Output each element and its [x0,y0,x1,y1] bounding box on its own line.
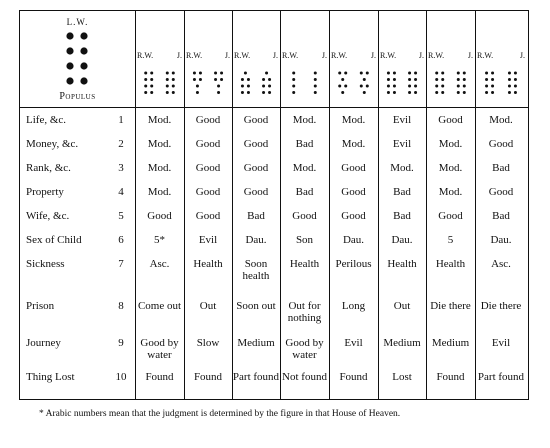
figure-dot [262,78,265,81]
figure-dot [457,72,460,75]
figure-dot [366,85,369,88]
table-cell: Good [488,186,514,198]
table-cell: Mod. [292,114,317,126]
right-witness-label: R.W. [186,51,203,60]
table-cell: Mod. [147,138,172,150]
geomantic-figure-pair [184,69,232,97]
table-cell: Mod. [438,138,463,150]
row-label: Money, &c. [26,138,79,150]
column-header [426,11,475,107]
table-cell: Good [341,162,366,174]
figure-dot [393,78,396,81]
table-cell: Found [145,371,174,383]
judge-label: J. [321,51,327,60]
geomantic-figure-pair [426,69,475,97]
table-cell: Good [243,186,269,198]
figure-dot [508,85,511,88]
house-number: 10 [115,371,127,383]
figure-dot [463,78,466,81]
figure-dot [408,91,411,94]
witness-labels [380,51,424,60]
figure-dot [241,91,244,94]
row-label: Wife, &c. [26,210,70,222]
table-cell: Perilous [335,258,372,270]
figure-dot [387,91,390,94]
table-cell: Out [393,300,411,312]
figure-dot [441,85,444,88]
table-cell: Bad [295,186,314,198]
table-cell: Good by water [285,337,324,361]
corner-cell [20,11,135,107]
figure-dot [144,72,147,75]
table-cell: Good [243,114,269,126]
row-label: Life, &c. [26,114,67,126]
figure-dot [457,91,460,94]
table-cell: Evil [491,337,511,349]
figure-dot [463,85,466,88]
figure-dot [341,91,344,94]
table-cell: Evil [198,234,218,246]
witness-labels [234,51,278,60]
witness-labels [137,51,182,60]
table-cell: Soon health [242,258,270,282]
figure-dot [508,72,511,75]
geomantic-figure-pair [232,69,280,97]
table-cell: 5 [447,234,454,246]
figure-dot [144,85,147,88]
figure-dot [268,91,271,94]
house-number: 1 [118,114,124,126]
header-divider [20,107,528,108]
table-cell: Out for nothing [287,300,322,324]
figure-dot [199,78,202,81]
figure-dot [314,85,317,88]
figure-dot [244,72,247,75]
table-cell: Good [488,138,514,150]
figure-dot [491,91,494,94]
figure-dot [408,78,411,81]
table-cell: Not found [282,371,327,383]
column-header [184,11,232,107]
table-cell: Good [243,162,269,174]
witness-labels [186,51,230,60]
right-witness-label: R.W. [137,51,154,60]
witness-labels [477,51,525,60]
figure-dot [508,78,511,81]
table-cell: Mod. [147,186,172,198]
figure-dot [414,91,417,94]
table-cell: Dau. [391,234,413,246]
figure-dot [292,72,295,75]
geomantic-figure-pair [475,69,527,97]
figure-dot [292,78,295,81]
judge-label: J. [519,51,525,60]
table-cell: Mod. [438,186,463,198]
table-cell: Son [295,234,314,246]
figure-dot [508,91,511,94]
figure-dot [344,85,347,88]
table-cell: Good [341,186,366,198]
house-number: 8 [118,300,124,312]
figure-dot [485,72,488,75]
column-header [135,11,184,107]
table-cell: Bad [393,210,411,222]
table-cell: Found [436,371,465,383]
figure-dot [363,78,366,81]
table-cell: Medium [383,337,421,349]
figure-dot [393,91,396,94]
table-cell: Mod. [390,162,414,174]
judge-label: J. [224,51,230,60]
judge-label: J. [272,51,278,60]
table-cell: Good [195,162,221,174]
table-cell: Good [147,210,172,222]
figure-dot [172,91,175,94]
figure-dot [491,78,494,81]
figure-dot [193,72,196,75]
table-cell: Dau. [490,234,512,246]
figure-dot [214,78,217,81]
figure-dot [441,72,444,75]
corner-bottom-label: Populus [59,91,96,102]
figure-dot [144,78,147,81]
table-cell: Good [195,210,221,222]
table-cell: Good [438,210,463,222]
row-label: Sickness [26,258,65,270]
witness-labels [428,51,473,60]
judge-label: J. [176,51,182,60]
figure-dot [241,78,244,81]
table-cell: Bad [247,210,265,222]
figure-dot [514,72,517,75]
figure-dot [314,91,317,94]
table-cell: Good [195,186,221,198]
table-cell: Lost [392,371,412,383]
judge-label: J. [370,51,376,60]
figure-dot [196,91,199,94]
figure-dot [241,85,244,88]
figure-dot [457,78,460,81]
table-cell: Asc. [149,258,170,270]
geomantic-figure-pair [135,69,184,97]
figure-dot [262,85,265,88]
figure-dot [220,78,223,81]
figure-dot [514,78,517,81]
populus-figure [64,29,90,89]
table-cell: Good [292,210,317,222]
figure-dot [314,78,317,81]
table-cell: Health [193,258,223,270]
figure-dot [150,78,153,81]
figure-dot [441,78,444,81]
right-witness-label: R.W. [282,51,299,60]
figure-dot [338,85,341,88]
table-cell: Health [435,258,466,270]
figure-dot [268,78,271,81]
figure-dot [514,85,517,88]
figure-dot [166,91,169,94]
row-label: Prison [26,300,55,312]
table-cell: 5* [154,234,165,246]
figure-dot [435,72,438,75]
right-witness-label: R.W. [331,51,348,60]
figure-dot [247,78,250,81]
table-cell: Mod. [147,114,172,126]
figure-dot [341,78,344,81]
house-number: 9 [118,337,124,349]
figure-dot [292,85,295,88]
table-cell: Found [193,371,223,383]
column-header [475,11,527,107]
column-header [232,11,280,107]
table-cell: Die there [480,300,522,312]
table-cell: Evil [392,114,412,126]
row-label: Rank, &c. [26,162,71,174]
table-cell: Mod. [341,138,366,150]
table-cell: Good [195,114,221,126]
right-witness-label: R.W. [380,51,397,60]
witness-labels [331,51,376,60]
row-label: Property [26,186,64,198]
figure-dot [265,72,268,75]
figure-dot [393,85,396,88]
column-header [280,11,329,107]
table-cell: Long [341,300,366,312]
table-cell: Good by water [140,337,179,361]
table-cell: Medium [431,337,470,349]
figure-dot [408,85,411,88]
figure-dot [217,91,220,94]
figure-dot [457,85,460,88]
table-cell: Health [387,258,417,270]
figure-dot [150,72,153,75]
figure-dot [485,78,488,81]
figure-dot [360,85,363,88]
figure-dot [485,85,488,88]
column-header [378,11,426,107]
table-cell: Come out [137,300,182,312]
table-cell: Mod. [292,162,317,174]
figure-dot [172,78,175,81]
witness-labels [282,51,327,60]
table-cell: Die there [430,300,471,312]
house-number: 6 [118,234,124,246]
table-cell: Bad [393,186,411,198]
table-cell: Found [339,371,368,383]
house-number: 4 [118,186,124,198]
figure-dot [268,85,271,88]
figure-dot [491,72,494,75]
figure-dot [387,85,390,88]
judge-label: J. [467,51,473,60]
table-cell: Evil [344,337,363,349]
table-cell: Good [341,210,366,222]
figure-dot [363,91,366,94]
figure-dot [387,72,390,75]
table-cell: Slow [196,337,220,349]
table-cell: Part found [232,371,280,383]
table-cell: Medium [237,337,275,349]
table-cell: Bad [492,162,510,174]
figure-dot [414,85,417,88]
figure-dot [514,91,517,94]
table-cell: Health [289,258,320,270]
judge-label: J. [418,51,424,60]
figure-dot [262,91,265,94]
figure-dot [314,72,317,75]
figure-dot [144,91,147,94]
table-cell: Out [199,300,217,312]
table-cell: Bad [492,210,510,222]
figure-dot [193,78,196,81]
row-label: Sex of Child [26,234,82,246]
figure-dot [247,85,250,88]
geomantic-figure-pair [378,69,426,97]
figure-dot [214,72,217,75]
geomantic-figure-pair [329,69,378,97]
figure-dot [220,72,223,75]
figure-dot [393,72,396,75]
figure-dot [463,91,466,94]
table-cell: Asc. [491,258,511,270]
table-cell: Bad [295,138,314,150]
corner-top-label: L.W. [66,17,89,27]
figure-dot [485,91,488,94]
figure-dot [196,85,199,88]
figure-dot [441,91,444,94]
table-cell: Mod. [341,114,366,126]
figure-dot [166,85,169,88]
house-number: 5 [118,210,124,222]
figure-dot [166,78,169,81]
row-label: Thing Lost [26,371,75,383]
right-witness-label: R.W. [428,51,445,60]
figure-dot [338,72,341,75]
figure-dot [150,91,153,94]
figure-dot [247,91,250,94]
table-cell: Good [243,138,269,150]
house-number: 3 [118,162,124,174]
table-cell: Mod. [438,162,463,174]
figure-dot [491,85,494,88]
table-cell: Dau. [245,234,267,246]
figure-dot [344,72,347,75]
table-cell: Evil [392,138,412,150]
figure-dot [360,72,363,75]
figure-dot [414,72,417,75]
figure-dot [292,91,295,94]
figure-dot [172,85,175,88]
footnote: * Arabic numbers mean that the judgment is determined by the figure in that House of Heaven. [39,409,401,419]
figure-dot [408,72,411,75]
row-label: Journey [26,337,61,349]
figure-dot [414,78,417,81]
figure-dot [150,85,153,88]
table-cell: Mod. [489,114,513,126]
table-cell: Part found [477,371,525,383]
table-cell: Good [195,138,221,150]
figure-dot [172,72,175,75]
column-header [329,11,378,107]
figure-dot [166,72,169,75]
figure-dot [463,72,466,75]
figure-dot [366,72,369,75]
geomancy-judgment-table [19,10,529,400]
right-witness-label: R.W. [234,51,251,60]
figure-dot [435,91,438,94]
house-number: 2 [118,138,124,150]
figure-dot [435,78,438,81]
house-number: 7 [118,258,124,270]
table-cell: Good [438,114,463,126]
table-cell: Dau. [342,234,365,246]
figure-dot [387,78,390,81]
figure-dot [435,85,438,88]
figure-dot [199,72,202,75]
figure-dot [217,85,220,88]
right-witness-label: R.W. [477,51,494,60]
geomantic-figure-pair [280,69,329,97]
table-cell: Mod. [147,162,172,174]
table-cell: Soon out [236,300,276,312]
